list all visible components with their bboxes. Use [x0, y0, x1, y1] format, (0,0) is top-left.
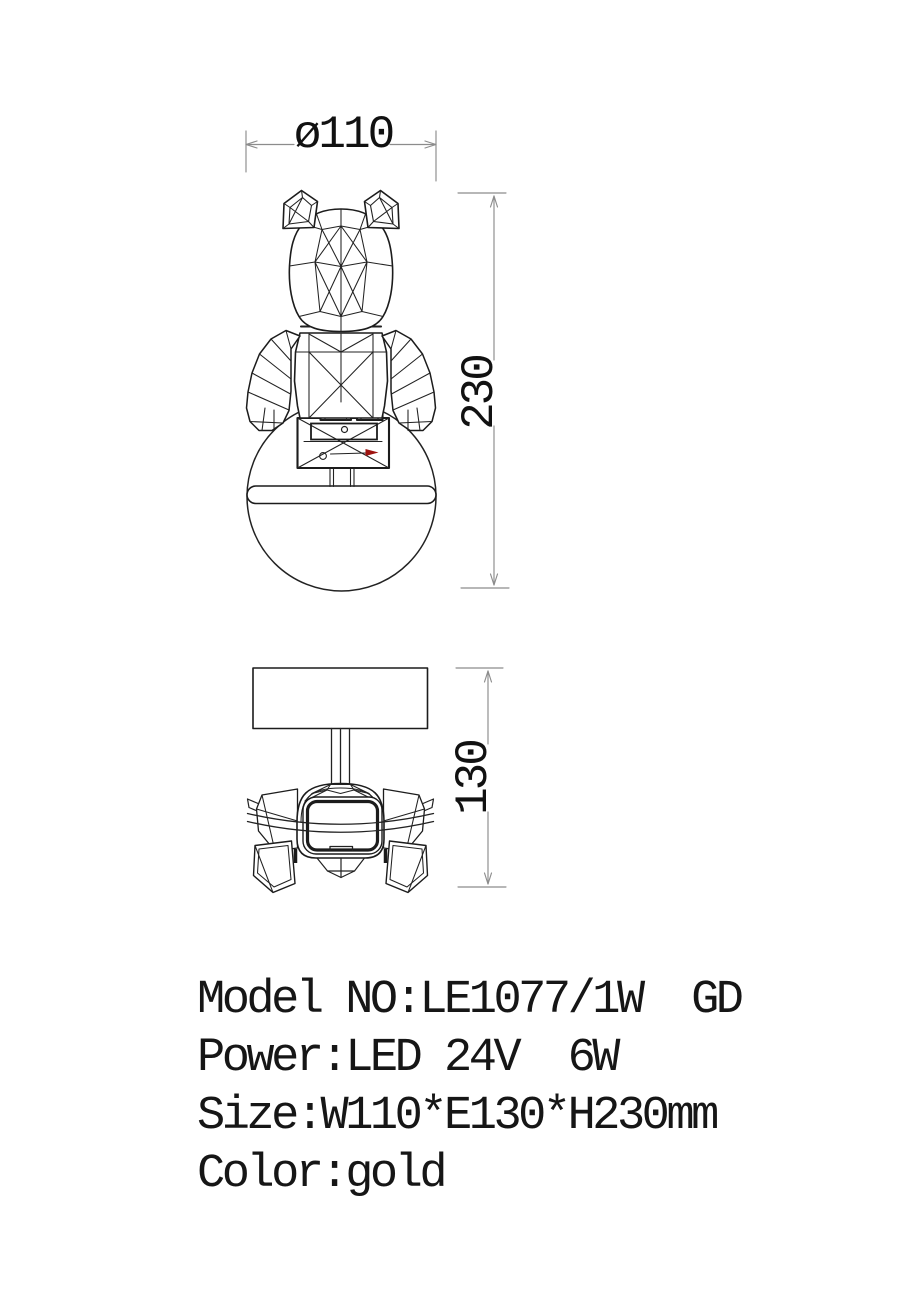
- dimension-height: [454, 193, 509, 588]
- top-view: [248, 668, 434, 893]
- dimension-width: [246, 109, 436, 181]
- width-dimension-label: ø110: [293, 109, 393, 161]
- bear-ear-right: [365, 191, 400, 229]
- spec-model: Model NO:LE1077/1W GD: [197, 974, 741, 1027]
- base-band: [247, 486, 436, 504]
- bear-torso: [295, 327, 388, 419]
- front-stem: [330, 468, 354, 487]
- bear-ear-left: [283, 191, 318, 229]
- depth-dimension-label: 130: [448, 741, 500, 815]
- spec-color: Color:gold: [197, 1148, 445, 1201]
- top-paw-left: [254, 841, 296, 893]
- face-screen-outer: [303, 797, 382, 854]
- top-paw-right: [386, 841, 428, 893]
- front-view: [247, 191, 437, 592]
- lamp-housing: [298, 418, 390, 468]
- mount-plate: [253, 668, 428, 729]
- dimension-depth: [448, 668, 506, 887]
- spec-size: Size:W110*E130*H230mm: [197, 1090, 716, 1143]
- spec-text-block: [197, 972, 741, 1204]
- chin-facets: [317, 858, 365, 878]
- spec-power: Power:LED 24V 6W: [197, 1032, 617, 1085]
- height-dimension-label: 230: [454, 356, 506, 430]
